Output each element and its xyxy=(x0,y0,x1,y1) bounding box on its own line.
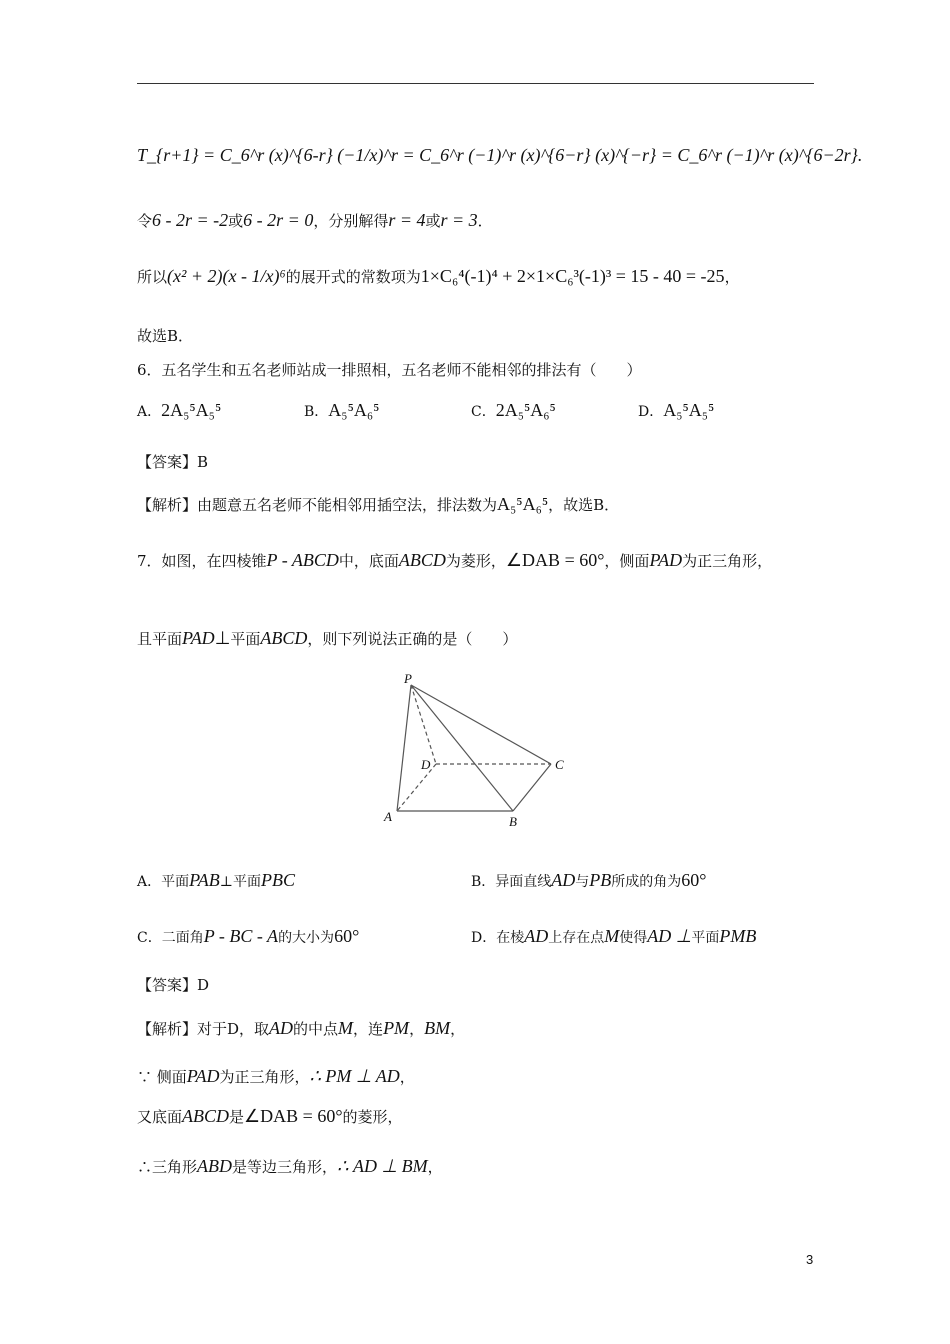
plane-name: ABCD xyxy=(260,628,308,648)
expansion-expr: (x² + 2)(x - 1/x)⁶ xyxy=(167,266,286,286)
text: ，连 xyxy=(353,1020,384,1038)
text: 的展开式的常数项为 xyxy=(285,268,421,286)
text: 使得 xyxy=(619,930,648,946)
q6-answer: 【答案】B xyxy=(137,453,209,471)
text: 为菱形， xyxy=(445,552,506,570)
perp-expr: ∴ PM ⊥ AD xyxy=(309,1066,400,1086)
face-name: PAD xyxy=(186,1066,220,1086)
text: 【解析】由题意五名老师不能相邻用插空法，排法数为 xyxy=(137,496,498,514)
arrangement-expr: A₅⁵A₆⁵ xyxy=(497,494,549,514)
angle-expr: ∠DAB = 60° xyxy=(505,550,605,570)
text: ． xyxy=(477,212,493,230)
text: ， xyxy=(409,1020,425,1038)
text: D．在棱 xyxy=(471,930,525,946)
text: 所以 xyxy=(137,268,168,286)
text: ，分别解得 xyxy=(313,212,389,230)
option-label: C． xyxy=(471,404,496,420)
q7-explanation-1 xyxy=(137,1018,465,1039)
pyramid-name: P - ABCD xyxy=(266,550,339,570)
text: ， xyxy=(724,268,740,286)
text: 是 xyxy=(229,1108,245,1126)
question-6: 6．五名学生和五名老师站成一排照相，五名老师不能相邻的排法有（ ） xyxy=(137,361,642,379)
text: 平面 xyxy=(230,630,261,648)
text: 中，底面 xyxy=(338,552,399,570)
text: 或 xyxy=(425,212,441,230)
text: 或 xyxy=(228,212,244,230)
perp-symbol: ⊥ xyxy=(214,628,231,648)
line-name: AD xyxy=(551,870,576,890)
general-term-formula: T_{r+1} = C_6^r (x)^{6-r} (−1/x)^r = C_6^r (−1)^r (x)^{6−r} (x)^{−r} = C_6^r (−1)^r (x)^{6−2r}. xyxy=(137,145,863,165)
segment-name: PM xyxy=(383,1018,410,1038)
text: B．异面直线 xyxy=(471,874,552,890)
edge-pb xyxy=(411,685,513,811)
text: 为正三角形， xyxy=(219,1068,310,1086)
q7-explanation-2 xyxy=(137,1066,415,1087)
plane-name: PAD xyxy=(182,628,215,648)
text: 令 xyxy=(137,212,153,230)
solution-1: r = 4 xyxy=(388,210,426,230)
dihedral-expr: P - BC - A xyxy=(203,926,279,946)
q7-option-a xyxy=(137,870,295,892)
option-expr: 2A₅⁵A₆⁵ xyxy=(495,400,556,420)
text: 为正三角形， xyxy=(682,552,773,570)
option-expr: 2A₅⁵A₅⁵ xyxy=(161,400,222,420)
base-name: ABCD xyxy=(182,1106,230,1126)
text: 是等边三角形， xyxy=(232,1158,338,1176)
conclusion-q5: 故选B． xyxy=(137,327,194,345)
triangle-name: ABD xyxy=(197,1156,233,1176)
equation-2: 6 - 2r = 0 xyxy=(243,210,314,230)
text: 的中点 xyxy=(293,1020,339,1038)
page-number: 3 xyxy=(806,1252,814,1267)
text: 与 xyxy=(575,874,590,890)
text: 所成的角为 xyxy=(611,874,682,890)
solution-2: r = 3 xyxy=(440,210,478,230)
text: ∵ 侧面 xyxy=(137,1068,187,1086)
plane-name: PMB xyxy=(719,926,757,946)
text: ， xyxy=(399,1068,415,1086)
option-expr: A₅⁵A₅⁵ xyxy=(663,400,715,420)
line-name: PB xyxy=(589,870,612,890)
degree-value: 60° xyxy=(334,926,360,946)
text: ，故选B． xyxy=(548,496,620,514)
line-name: AD xyxy=(524,926,549,946)
text: 的大小为 xyxy=(278,930,335,946)
text: 又底面 xyxy=(137,1108,183,1126)
segment-name: AD xyxy=(269,1018,294,1038)
plane-name: PBC xyxy=(260,870,295,890)
question-7-line-1 xyxy=(137,550,772,571)
q7-explanation-3 xyxy=(137,1106,403,1127)
text: ， xyxy=(427,1158,443,1176)
option-label: B． xyxy=(304,404,329,420)
option-label: A． xyxy=(137,404,162,420)
constant-term-line xyxy=(137,266,740,287)
q7-option-c xyxy=(137,926,359,948)
vertex-label-b: B xyxy=(509,814,517,829)
text: ，则下列说法正确的是（ ） xyxy=(307,630,518,648)
perp-expr: AD ⊥ xyxy=(647,926,692,946)
plane-name: PAB xyxy=(189,870,220,890)
point-name: M xyxy=(338,1018,354,1038)
vertex-label-c: C xyxy=(555,757,564,772)
edge-bc xyxy=(513,764,551,811)
q7-option-b xyxy=(471,870,707,892)
q7-option-d xyxy=(471,926,756,948)
option-expr: A₅⁵A₆⁵ xyxy=(328,400,380,420)
text: 且平面 xyxy=(137,630,183,648)
equation-1: 6 - 2r = -2 xyxy=(152,210,229,230)
q7-explanation-4 xyxy=(137,1156,443,1177)
q6-option-d xyxy=(638,400,714,422)
text: ∴三角形 xyxy=(137,1158,198,1176)
text: ，侧面 xyxy=(604,552,650,570)
angle-expr: ∠DAB = 60° xyxy=(244,1106,343,1126)
text: ⊥平面 xyxy=(219,874,261,890)
face-name: PAD xyxy=(649,550,683,570)
text: 【解析】对于D，取 xyxy=(137,1020,270,1038)
constant-term-calc: 1×C₆⁴(-1)⁴ + 2×1×C₆³(-1)³ = 15 - 40 = -25 xyxy=(420,266,725,286)
text: 上存在点 xyxy=(548,930,605,946)
option-label: D． xyxy=(638,404,664,420)
text: 的菱形， xyxy=(342,1108,403,1126)
header-rule xyxy=(137,83,814,84)
q6-explanation xyxy=(137,494,619,515)
q7-answer: 【答案】D xyxy=(137,976,210,994)
segment-name: BM xyxy=(424,1018,451,1038)
q6-option-b xyxy=(304,400,379,422)
vertex-label-d: D xyxy=(421,757,431,772)
base-name: ABCD xyxy=(398,550,446,570)
text: C．二面角 xyxy=(137,930,204,946)
pyramid-diagram xyxy=(380,668,580,838)
degree-value: 60° xyxy=(681,870,707,890)
perp-expr: ∴ AD ⊥ BM xyxy=(337,1156,428,1176)
text: A．平面 xyxy=(137,874,190,890)
edge-pa xyxy=(397,685,411,811)
q6-option-c xyxy=(471,400,556,422)
vertex-label-a: A xyxy=(384,809,392,824)
question-7-line-2 xyxy=(137,628,517,649)
q6-option-a xyxy=(137,400,221,422)
point-name: M xyxy=(604,926,620,946)
text: 平面 xyxy=(691,930,720,946)
text: 7．如图，在四棱锥 xyxy=(137,552,267,570)
vertex-label-p: P xyxy=(404,671,412,686)
solve-line xyxy=(137,210,493,231)
text: ， xyxy=(450,1020,466,1038)
